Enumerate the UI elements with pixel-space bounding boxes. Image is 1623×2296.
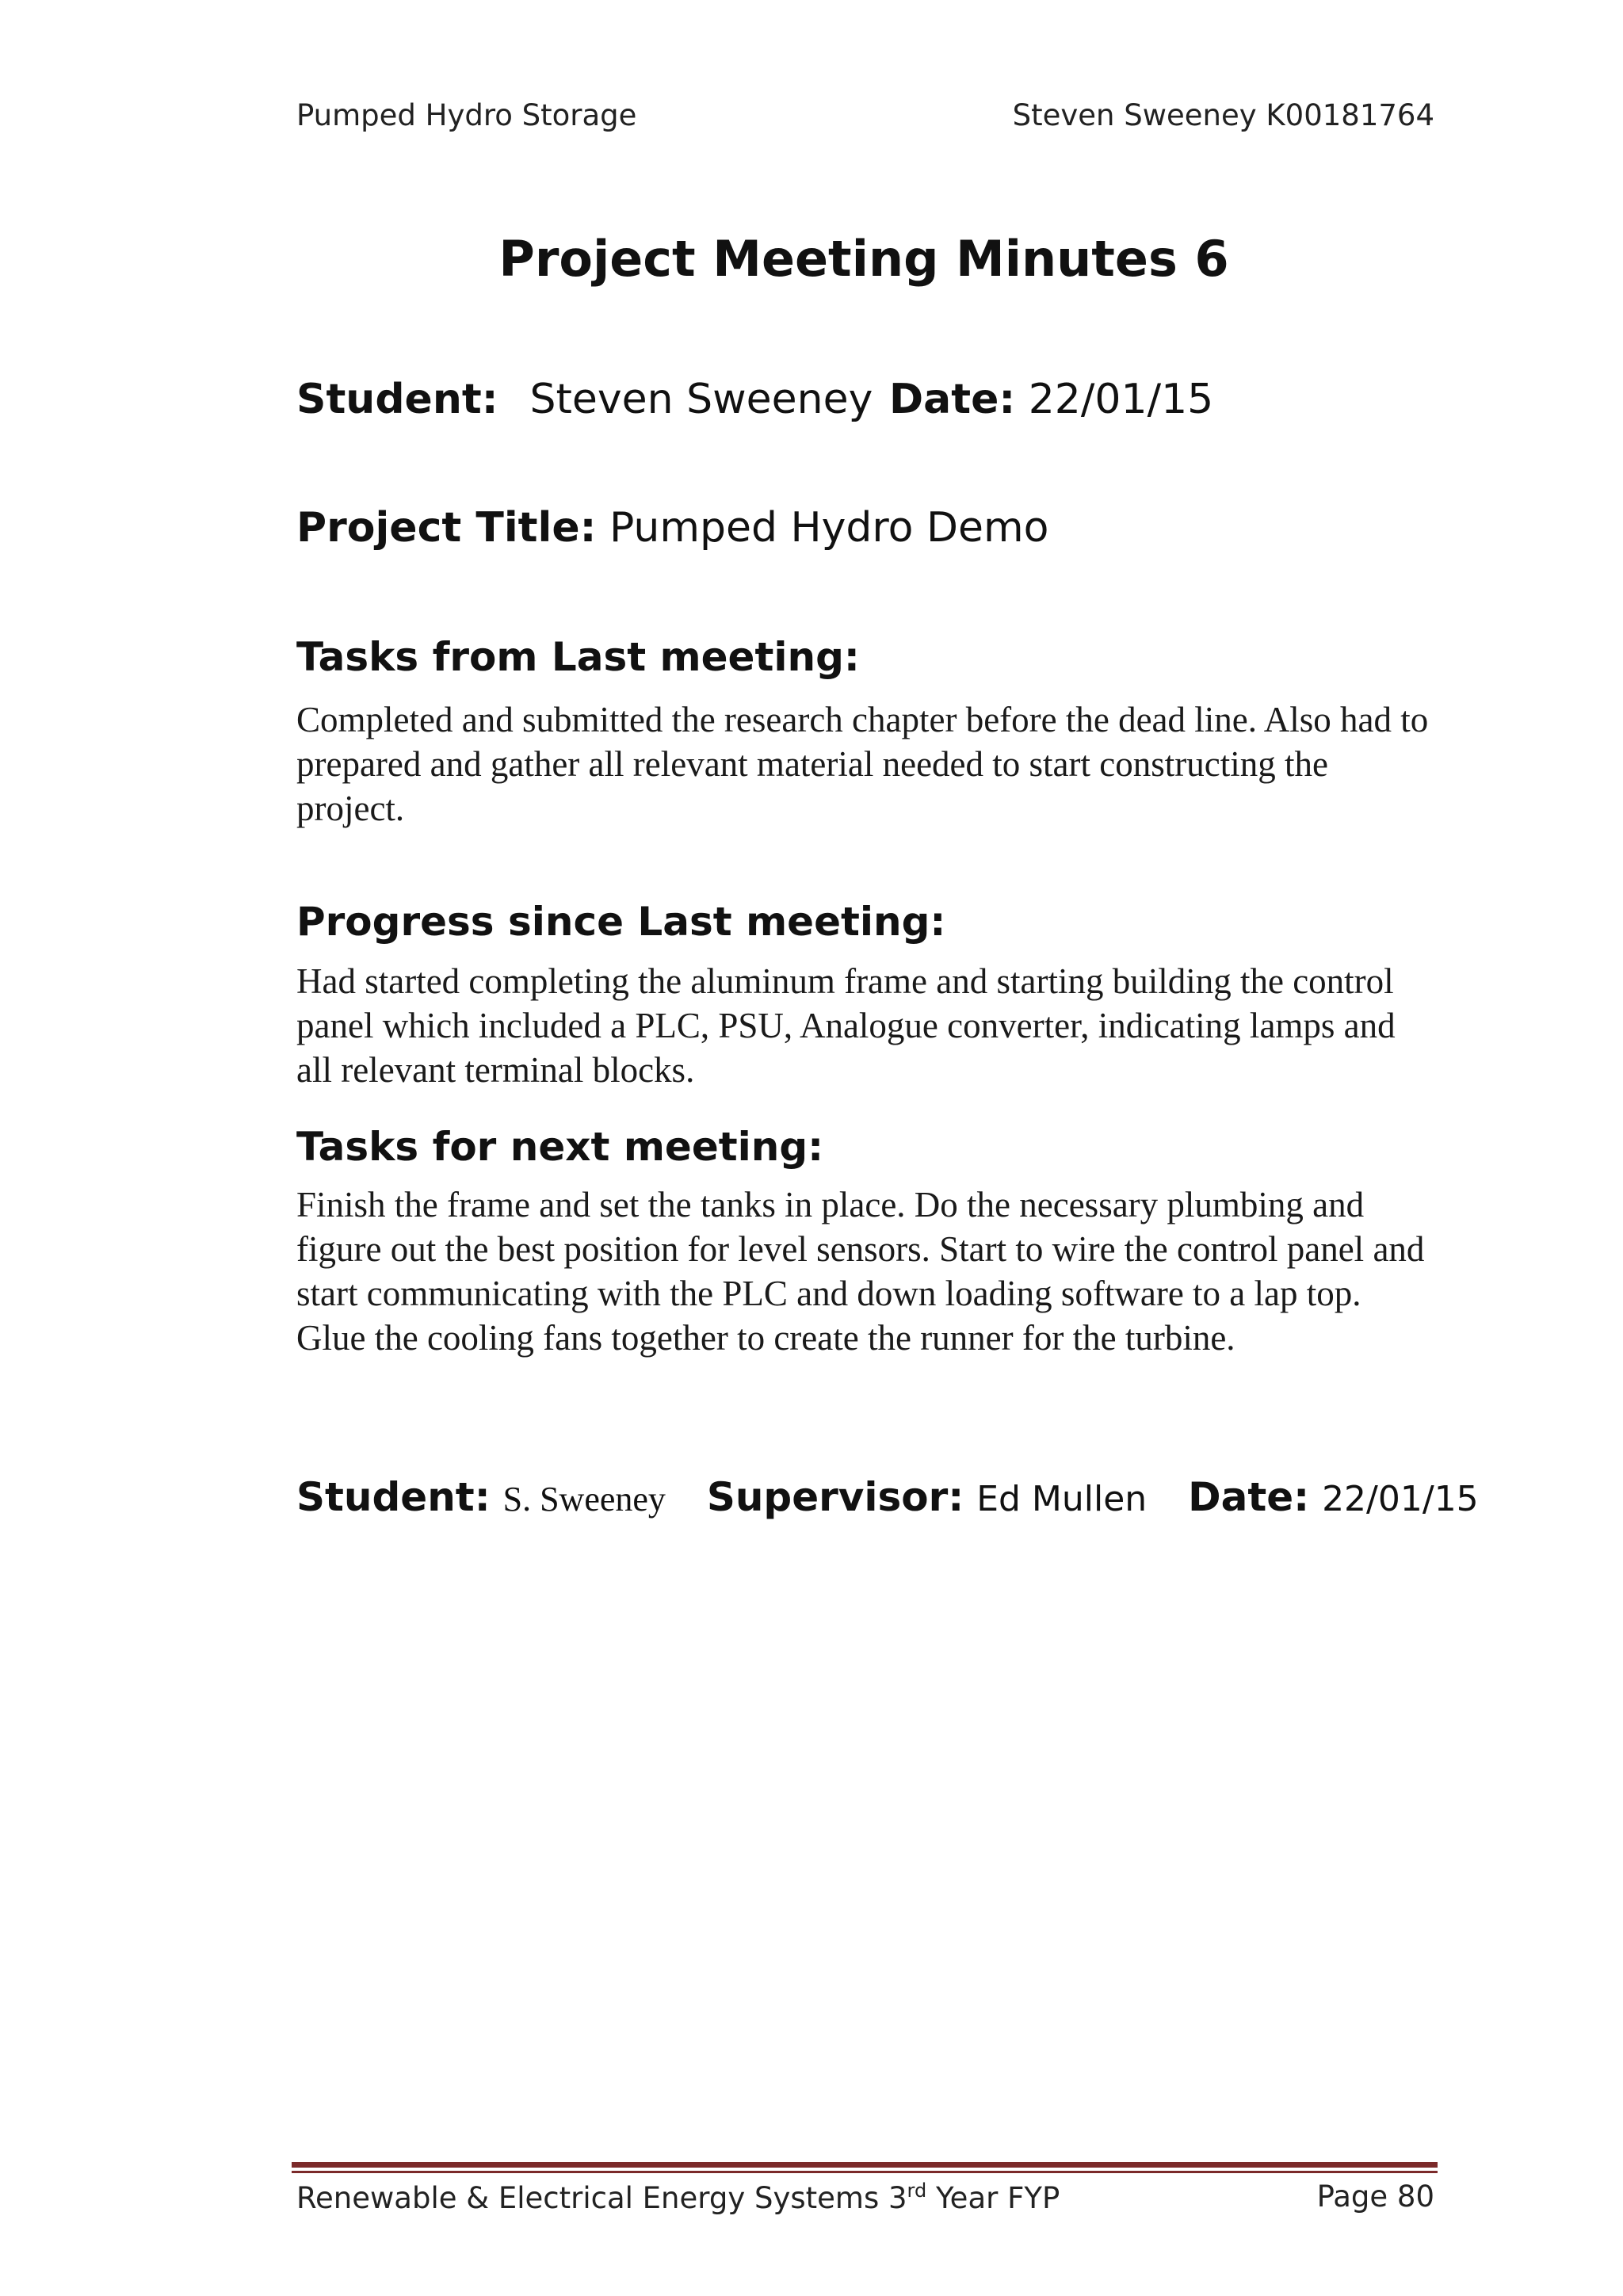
tasks-last-heading: Tasks from Last meeting:: [296, 634, 860, 680]
footer-left: [296, 2179, 1060, 2215]
signoff-date-label: Date:: [1188, 1474, 1310, 1520]
signoff-student-value: S. Sweeney: [502, 1480, 666, 1519]
footer-left-pre: Renewable & Electrical Energy Systems 3: [296, 2181, 907, 2215]
student-date-row: [296, 376, 1214, 423]
date-label: Date:: [889, 376, 1016, 423]
signoff-supervisor-label: Supervisor:: [706, 1474, 964, 1520]
footer-left-sup: rd: [907, 2179, 927, 2202]
footer-left-post: Year FYP: [926, 2181, 1060, 2215]
progress-heading: Progress since Last meeting:: [296, 899, 946, 945]
student-label: Student:: [296, 376, 498, 423]
footer-rule-thick: [292, 2162, 1438, 2168]
tasks-next-text: Finish the frame and set the tanks in place. Do the necessary plumbing and figure out the best position for level sensors. Start to wire the control panel and start communicating with the PLC and down loading software to a lap top. Glue the cooling fans together to create the runner for the turbine.: [296, 1185, 1425, 1358]
signoff-row: [296, 1474, 1479, 1520]
progress-text: Had started completing the aluminum frame and starting building the control panel which included a PLC, PSU, Analogue converter, indicating lamps and all relevant terminal blocks.: [296, 961, 1396, 1090]
signoff-supervisor-value: Ed Mullen: [976, 1479, 1148, 1519]
signoff-student-label: Student:: [296, 1474, 491, 1520]
project-title-label: Project Title:: [296, 504, 597, 552]
page-title: Project Meeting Minutes 6: [498, 230, 1229, 288]
tasks-last-text: Completed and submitted the research chapter before the dead line. Also had to prepared and gather all relevant material needed to start constructing the project.: [296, 700, 1429, 828]
signoff-date-value: 22/01/15: [1322, 1479, 1479, 1519]
date-group: [889, 376, 1213, 423]
footer-rule-thin: [292, 2171, 1438, 2173]
date-value: 22/01/15: [1028, 376, 1214, 423]
tasks-next-heading: Tasks for next meeting:: [296, 1124, 824, 1170]
project-title-row: [296, 504, 1049, 552]
page-number: Page 80: [1316, 2179, 1434, 2214]
project-title-value: Pumped Hydro Demo: [609, 504, 1049, 552]
running-header-right: Steven Sweeney K00181764: [1012, 98, 1434, 132]
student-value: Steven Sweeney: [529, 376, 873, 423]
running-header-left: Pumped Hydro Storage: [296, 98, 637, 132]
